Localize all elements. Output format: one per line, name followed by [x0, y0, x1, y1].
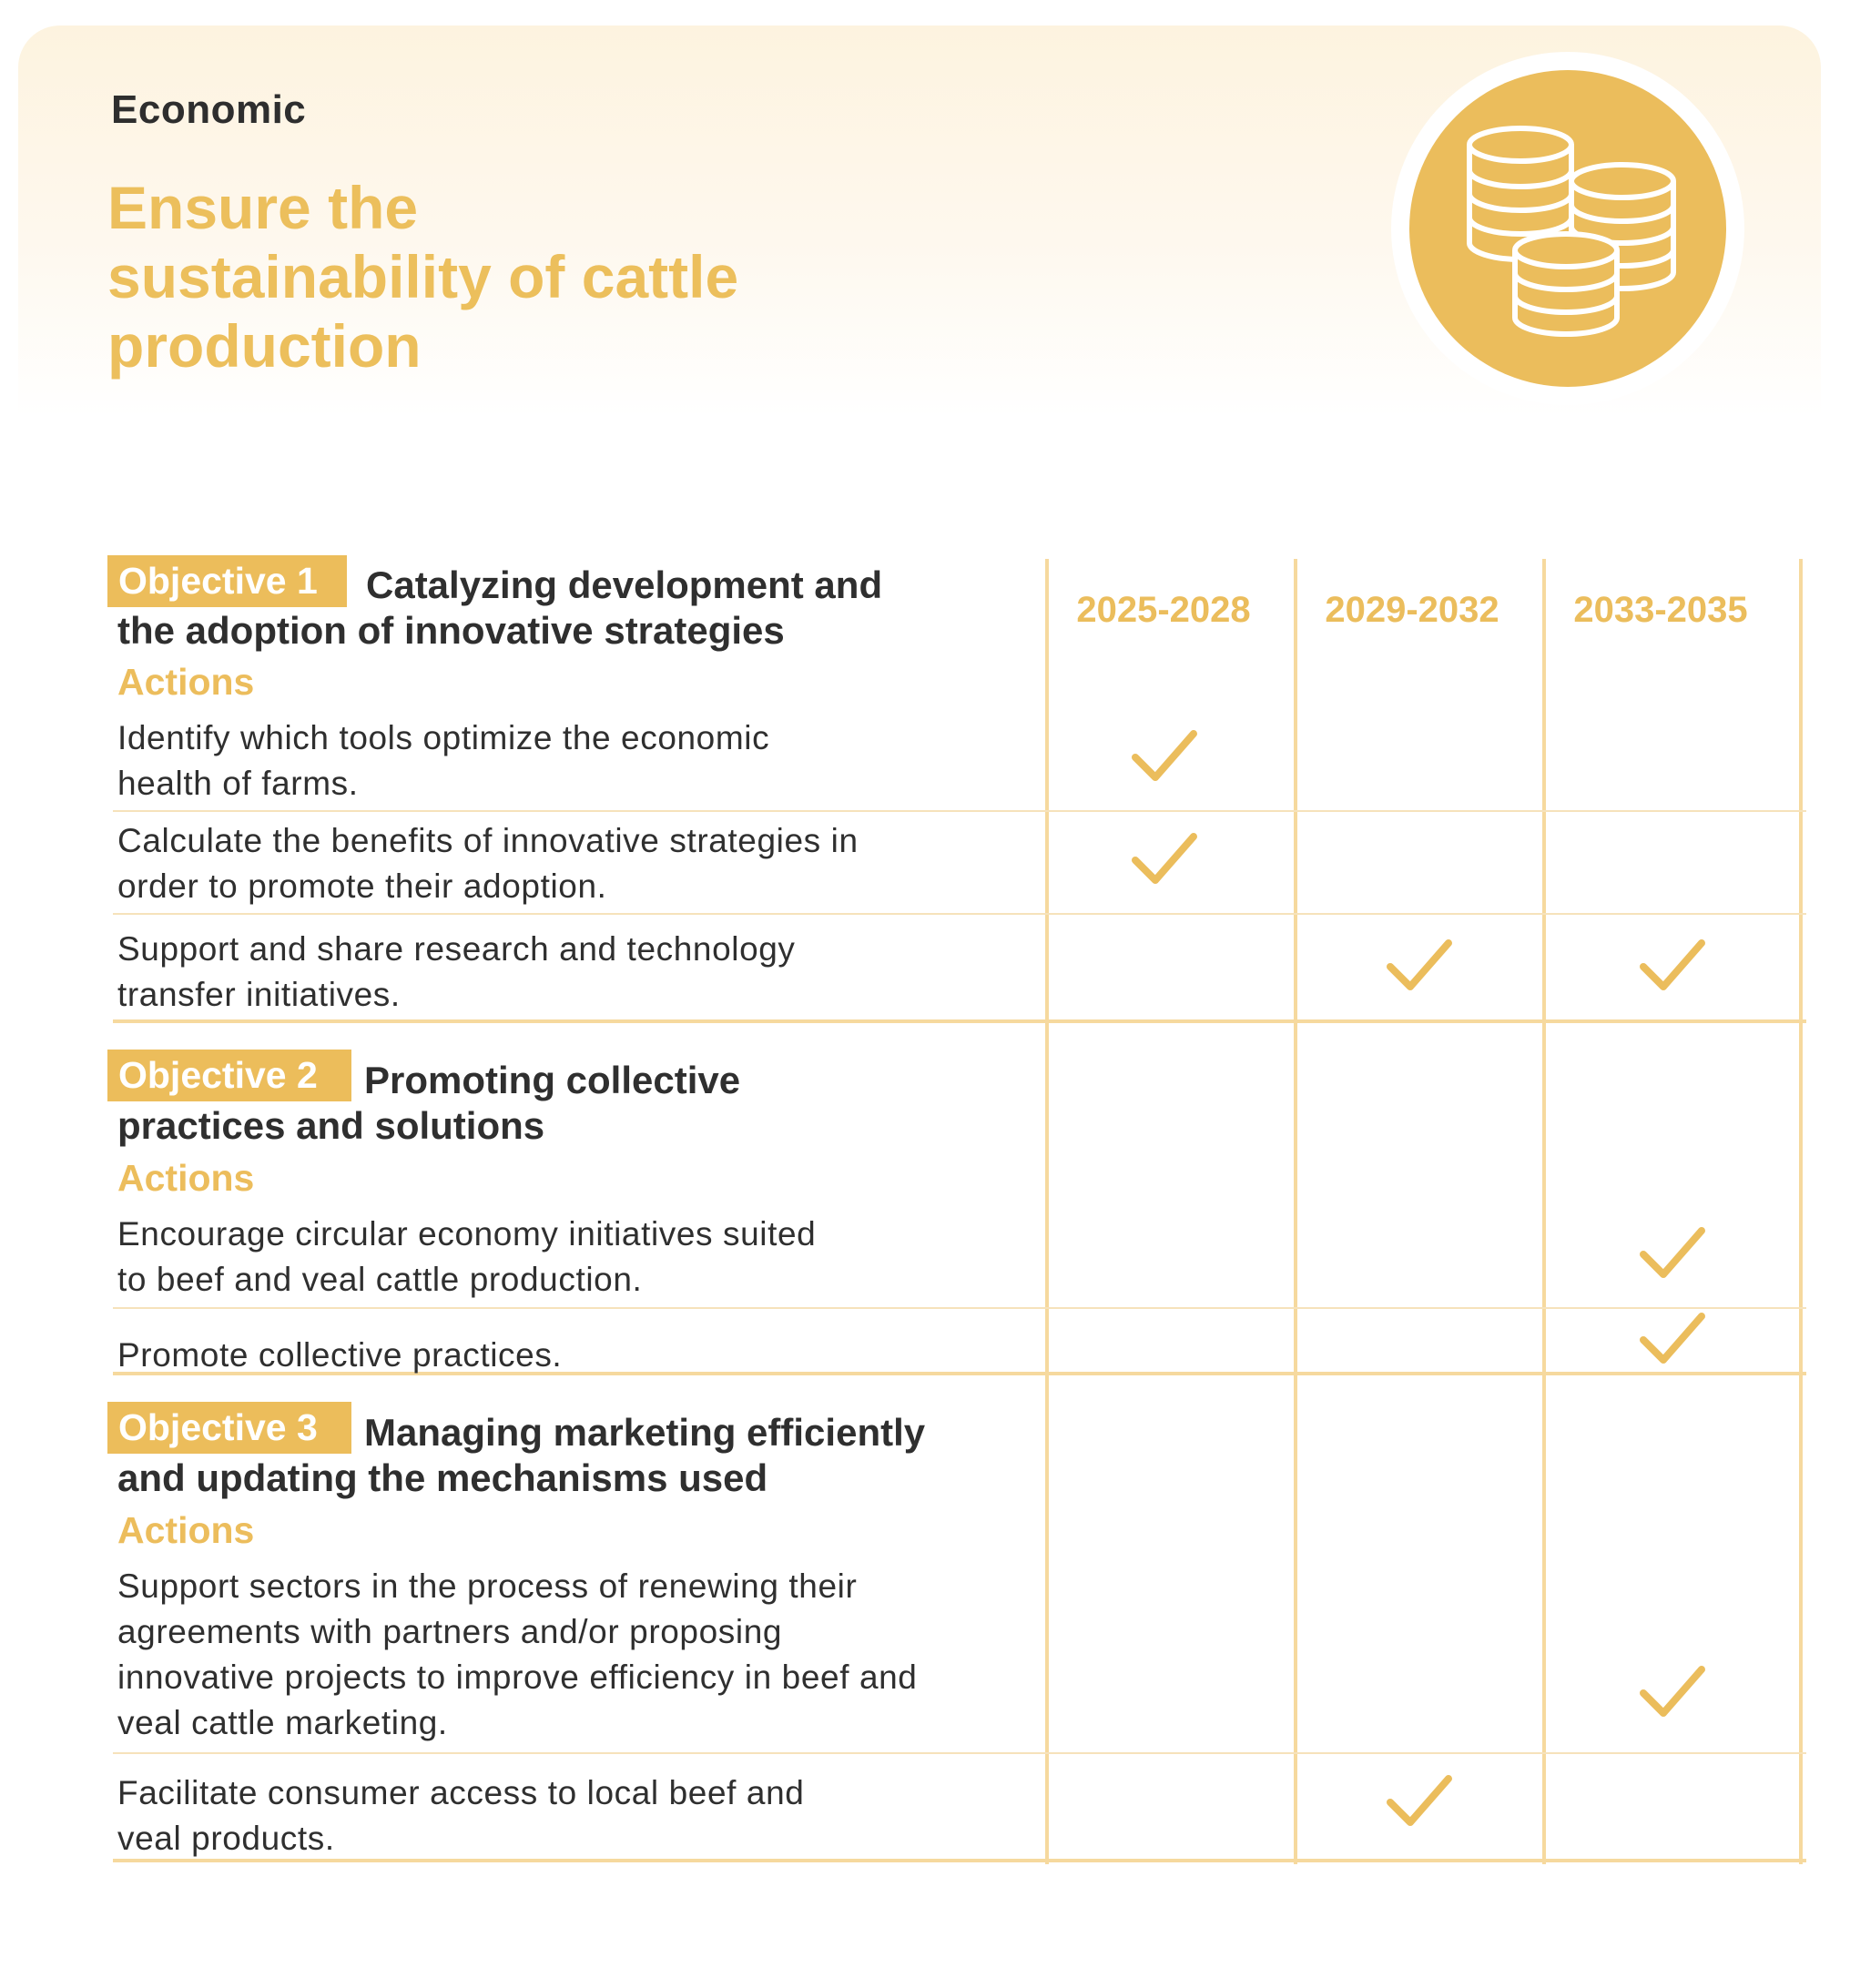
column-divider [1294, 559, 1297, 1864]
action-line: to beef and veal cattle production. [117, 1261, 643, 1298]
action-line: transfer initiatives. [117, 976, 401, 1013]
period-header-2033-2035: 2033-2035 [1573, 590, 1748, 630]
page-title [107, 173, 890, 380]
objective-title: Promoting collective [364, 1059, 741, 1101]
check-icon [1638, 938, 1707, 996]
action-line: veal cattle marketing. [117, 1704, 448, 1741]
row-divider [113, 1019, 1806, 1023]
check-icon [1130, 831, 1199, 889]
action-item [117, 818, 1010, 909]
objective-tag: Objective 3 [107, 1402, 351, 1454]
objective-title: Catalyzing development and [366, 563, 883, 606]
action-line: Encourage circular economy initiatives suited [117, 1215, 817, 1253]
period-header-2025-2028: 2025-2028 [1076, 590, 1251, 630]
action-line: Identify which tools optimize the economic [117, 719, 770, 756]
action-item [117, 715, 1010, 806]
action-line: Support sectors in the process of renewing their [117, 1567, 858, 1605]
action-item [117, 1770, 1010, 1861]
objective-title: Managing marketing efficiently [364, 1411, 926, 1454]
coins-icon [1409, 70, 1726, 387]
actions-label: Actions [117, 1157, 255, 1199]
action-line: health of farms. [117, 765, 359, 802]
row-divider [113, 1752, 1806, 1754]
period-header-2029-2032: 2029-2032 [1325, 590, 1499, 630]
category-label: Economic [111, 87, 307, 132]
objective-title: and updating the mechanisms used [117, 1456, 768, 1499]
row-divider [113, 810, 1806, 812]
objective-title: practices and solutions [117, 1104, 545, 1147]
action-line: Calculate the benefits of innovative strategies in [117, 822, 859, 859]
action-line: order to promote their adoption. [117, 867, 607, 905]
objective-title: the adoption of innovative strategies [117, 609, 785, 652]
action-item [117, 927, 1010, 1018]
check-icon [1385, 938, 1454, 996]
action-line: Facilitate consumer access to local beef and [117, 1774, 805, 1811]
action-line: innovative projects to improve efficiency in beef and [117, 1658, 918, 1696]
action-item [117, 1212, 1010, 1303]
row-divider [113, 913, 1806, 915]
action-item [117, 1564, 1010, 1746]
action-item [117, 1333, 1010, 1378]
objective-tag: Objective 2 [107, 1050, 351, 1101]
title-line: production [107, 312, 422, 380]
action-line: veal products. [117, 1820, 335, 1857]
title-line: sustainability of cattle [107, 243, 739, 310]
actions-label: Actions [117, 1509, 255, 1551]
action-line: Promote collective practices. [117, 1336, 563, 1374]
check-icon [1638, 1664, 1707, 1722]
row-divider [113, 1307, 1806, 1309]
check-icon [1638, 1225, 1707, 1283]
action-line: agreements with partners and/or proposing [117, 1613, 783, 1650]
objective-tag: Objective 1 [107, 555, 347, 607]
actions-label: Actions [117, 661, 255, 703]
check-icon [1385, 1773, 1454, 1831]
column-divider [1799, 559, 1803, 1864]
title-line: Ensure the [107, 174, 419, 241]
column-divider [1542, 559, 1546, 1864]
check-icon [1130, 728, 1199, 786]
action-line: Support and share research and technology [117, 930, 796, 968]
check-icon [1638, 1311, 1707, 1369]
column-divider [1045, 559, 1049, 1864]
